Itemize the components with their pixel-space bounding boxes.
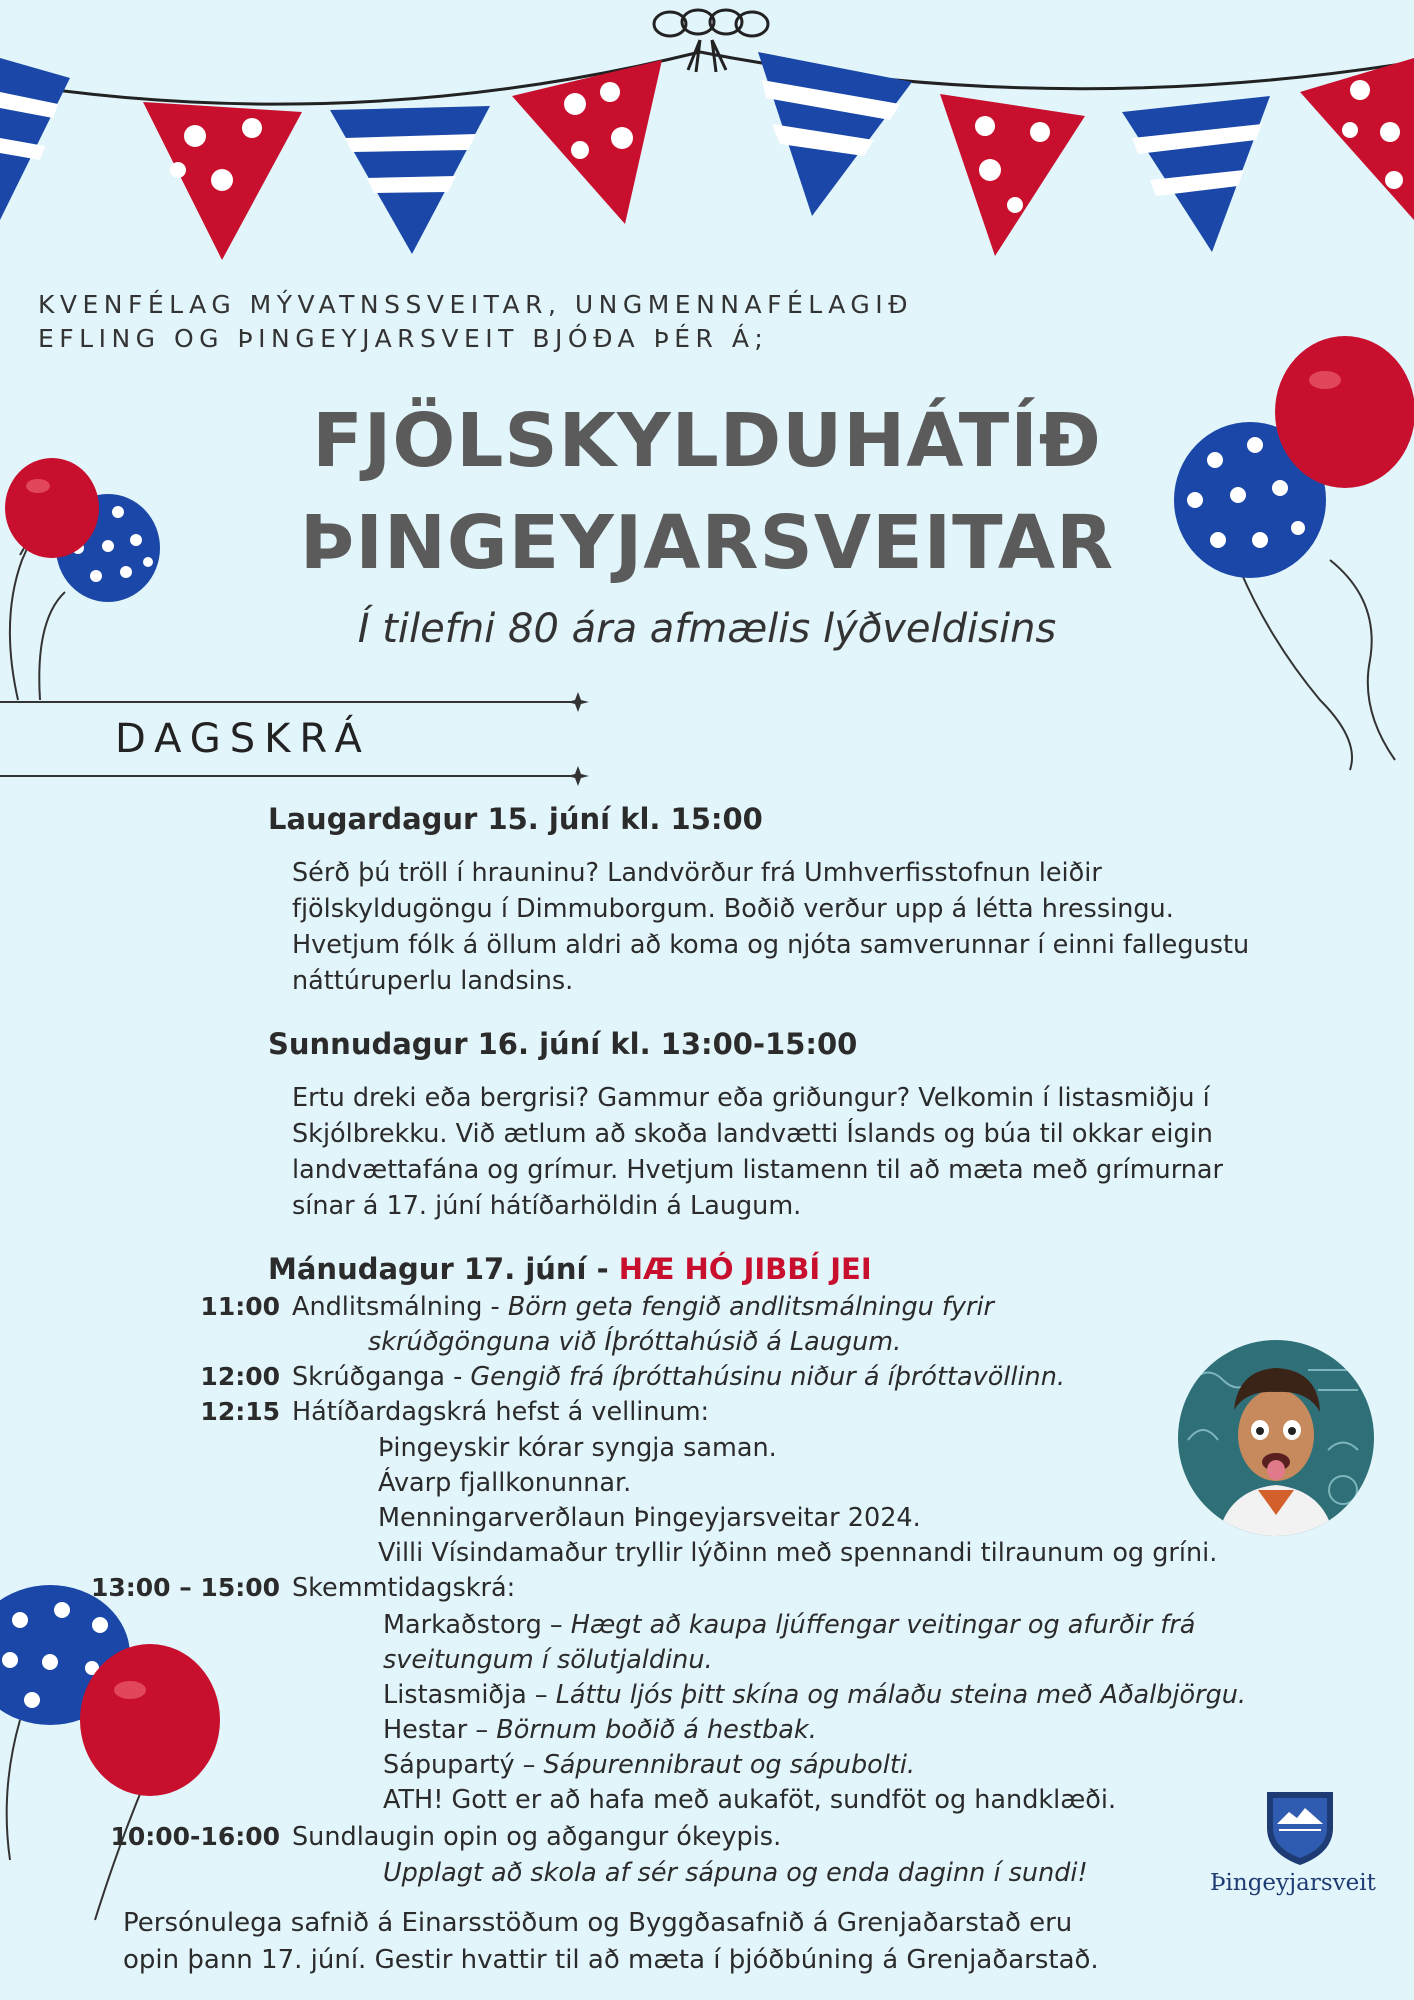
footer-line-1: Persónulega safnið á Einarsstöðum og Byggðasafnið á Grenjaðarstað eru: [123, 1908, 1073, 1938]
sub-markadstorg-desc-1: Hægt að kaupa ljúffengar veitingar og afurðir frá: [570, 1610, 1196, 1640]
saturday-line-4: náttúruperlu landsins.: [292, 966, 574, 996]
sub-listasmidja-label: Listasmiðja –: [383, 1680, 556, 1710]
footer-text: [123, 1905, 1183, 1979]
item-1100-desc-2: skrúðgönguna við Íþróttahúsið á Laugum.: [368, 1327, 902, 1357]
item-1215-sub-1: Þingeyskir kórar syngja saman.: [378, 1433, 777, 1463]
monday-heading-text: Mánudagur 17. júní -: [268, 1252, 619, 1286]
time-1215: 12:15: [200, 1397, 280, 1426]
sub-sapuparty-label: Sápupartý –: [383, 1750, 544, 1780]
sub-hestar-desc: Börnum boðið á hestbak.: [496, 1715, 817, 1745]
item-1215-sub-4: Villi Vísindamaður tryllir lýðinn með spennandi tilraunum og gríni.: [378, 1538, 1218, 1568]
scientist-photo-icon: [1178, 1340, 1374, 1536]
scientist-avatar: [1178, 1340, 1374, 1536]
item-1215-main: Hátíðardagskrá hefst á vellinum:: [292, 1397, 710, 1427]
sub-listasmidja: [383, 1680, 1246, 1710]
sub-hestar-label: Hestar –: [383, 1715, 497, 1745]
saturday-heading: Laugardagur 15. júní kl. 15:00: [268, 802, 763, 836]
sub-markadstorg-desc-2: sveitungum í sölutjaldinu.: [383, 1645, 713, 1675]
time-1100: 11:00: [200, 1292, 280, 1321]
saturday-description: [292, 855, 1352, 999]
item-1200-main: Skrúðganga -: [292, 1362, 471, 1392]
shield-logo-icon: [1265, 1790, 1335, 1866]
item-1000-main: Sundlaugin opin og aðgangur ókeypis.: [292, 1822, 782, 1852]
item-1300-main: Skemmtidagskrá:: [292, 1573, 516, 1603]
footer-line-2: opin þann 17. júní. Gestir hvattir til að mæta í þjóðbúning á Grenjaðarstað.: [123, 1945, 1099, 1975]
sunday-line-3: landvættafána og grímur. Hvetjum listamenn til að mæta með grímurnar: [292, 1155, 1224, 1185]
item-1215-sub-2: Ávarp fjallkonunnar.: [378, 1468, 632, 1498]
item-1000-desc: Upplagt að skola af sér sápuna og enda daginn í sundi!: [383, 1858, 1088, 1888]
page-subtitle: Í tilefni 80 ára afmælis lýðveldisins: [357, 606, 1057, 652]
item-1200: [292, 1362, 1065, 1392]
item-1215-sub-3: Menningarverðlaun Þingeyjarsveitar 2024.: [378, 1503, 921, 1533]
item-1100: [292, 1292, 994, 1322]
saturday-line-3: Hvetjum fólk á öllum aldri að koma og njóta samverunnar í einni fallegustu: [292, 930, 1250, 960]
sub-sapuparty: [383, 1750, 915, 1780]
sub-hestar: [383, 1715, 817, 1745]
page-title-line-1: FJÖLSKYLDUHÁTÍÐ: [312, 398, 1102, 484]
item-1200-desc: Gengið frá íþróttahúsinu niður á íþróttavöllinn.: [470, 1362, 1065, 1392]
item-1100-main: Andlitsmálning -: [292, 1292, 508, 1322]
sub-ath-note: ATH! Gott er að hafa með aukaföt, sundföt og handklæði.: [383, 1785, 1117, 1815]
item-1100-desc-1: Börn geta fengið andlitsmálningu fyrir: [507, 1292, 995, 1322]
sunday-line-2: Skjólbrekku. Við ætlum að skoða landvætti Íslands og búa til okkar eigin: [292, 1119, 1213, 1149]
page-title-line-2: ÞINGEYJARSVEITAR: [299, 500, 1115, 586]
saturday-line-1: Sérð þú tröll í hrauninu? Landvörður frá Umhverfisstofnun leiðir: [292, 858, 1102, 888]
inviters-line-2: EFLING OG ÞINGEYJARSVEIT BJÓÐA ÞÉR Á;: [38, 324, 769, 353]
section-title: DAGSKRÁ: [115, 716, 371, 762]
inviters-text: [38, 288, 913, 356]
sub-markadstorg: [383, 1610, 1195, 1640]
monday-heading: [268, 1252, 872, 1286]
balloons-bottom-left: [0, 1585, 220, 1920]
sunday-description: [292, 1080, 1352, 1224]
monday-heading-highlight: HÆ HÓ JIBBÍ JEI: [618, 1252, 872, 1286]
time-1200: 12:00: [200, 1362, 280, 1391]
time-1300-1500: 13:00 – 15:00: [90, 1573, 280, 1602]
logo-name: Þingeyjarsveit: [1210, 1870, 1376, 1896]
saturday-line-2: fjölskyldugöngu í Dimmuborgum. Boðið verður upp á létta hressingu.: [292, 894, 1174, 924]
time-1000-1600: 10:00-16:00: [110, 1822, 280, 1851]
sub-markadstorg-label: Markaðstorg –: [383, 1610, 571, 1640]
sunday-line-4: sínar á 17. júní hátíðarhöldin á Laugum.: [292, 1191, 802, 1221]
sunday-heading: Sunnudagur 16. júní kl. 13:00-15:00: [268, 1027, 858, 1061]
sub-listasmidja-desc: Láttu ljós þitt skína og málaðu steina með Aðalbjörgu.: [555, 1680, 1247, 1710]
sunday-line-1: Ertu dreki eða bergrisi? Gammur eða griðungur? Velkomin í listasmiðju í: [292, 1083, 1210, 1113]
sub-sapuparty-desc: Sápurennibraut og sápubolti.: [543, 1750, 916, 1780]
inviters-line-1: KVENFÉLAG MÝVATNSSVEITAR, UNGMENNAFÉLAGIÐ: [38, 290, 914, 319]
